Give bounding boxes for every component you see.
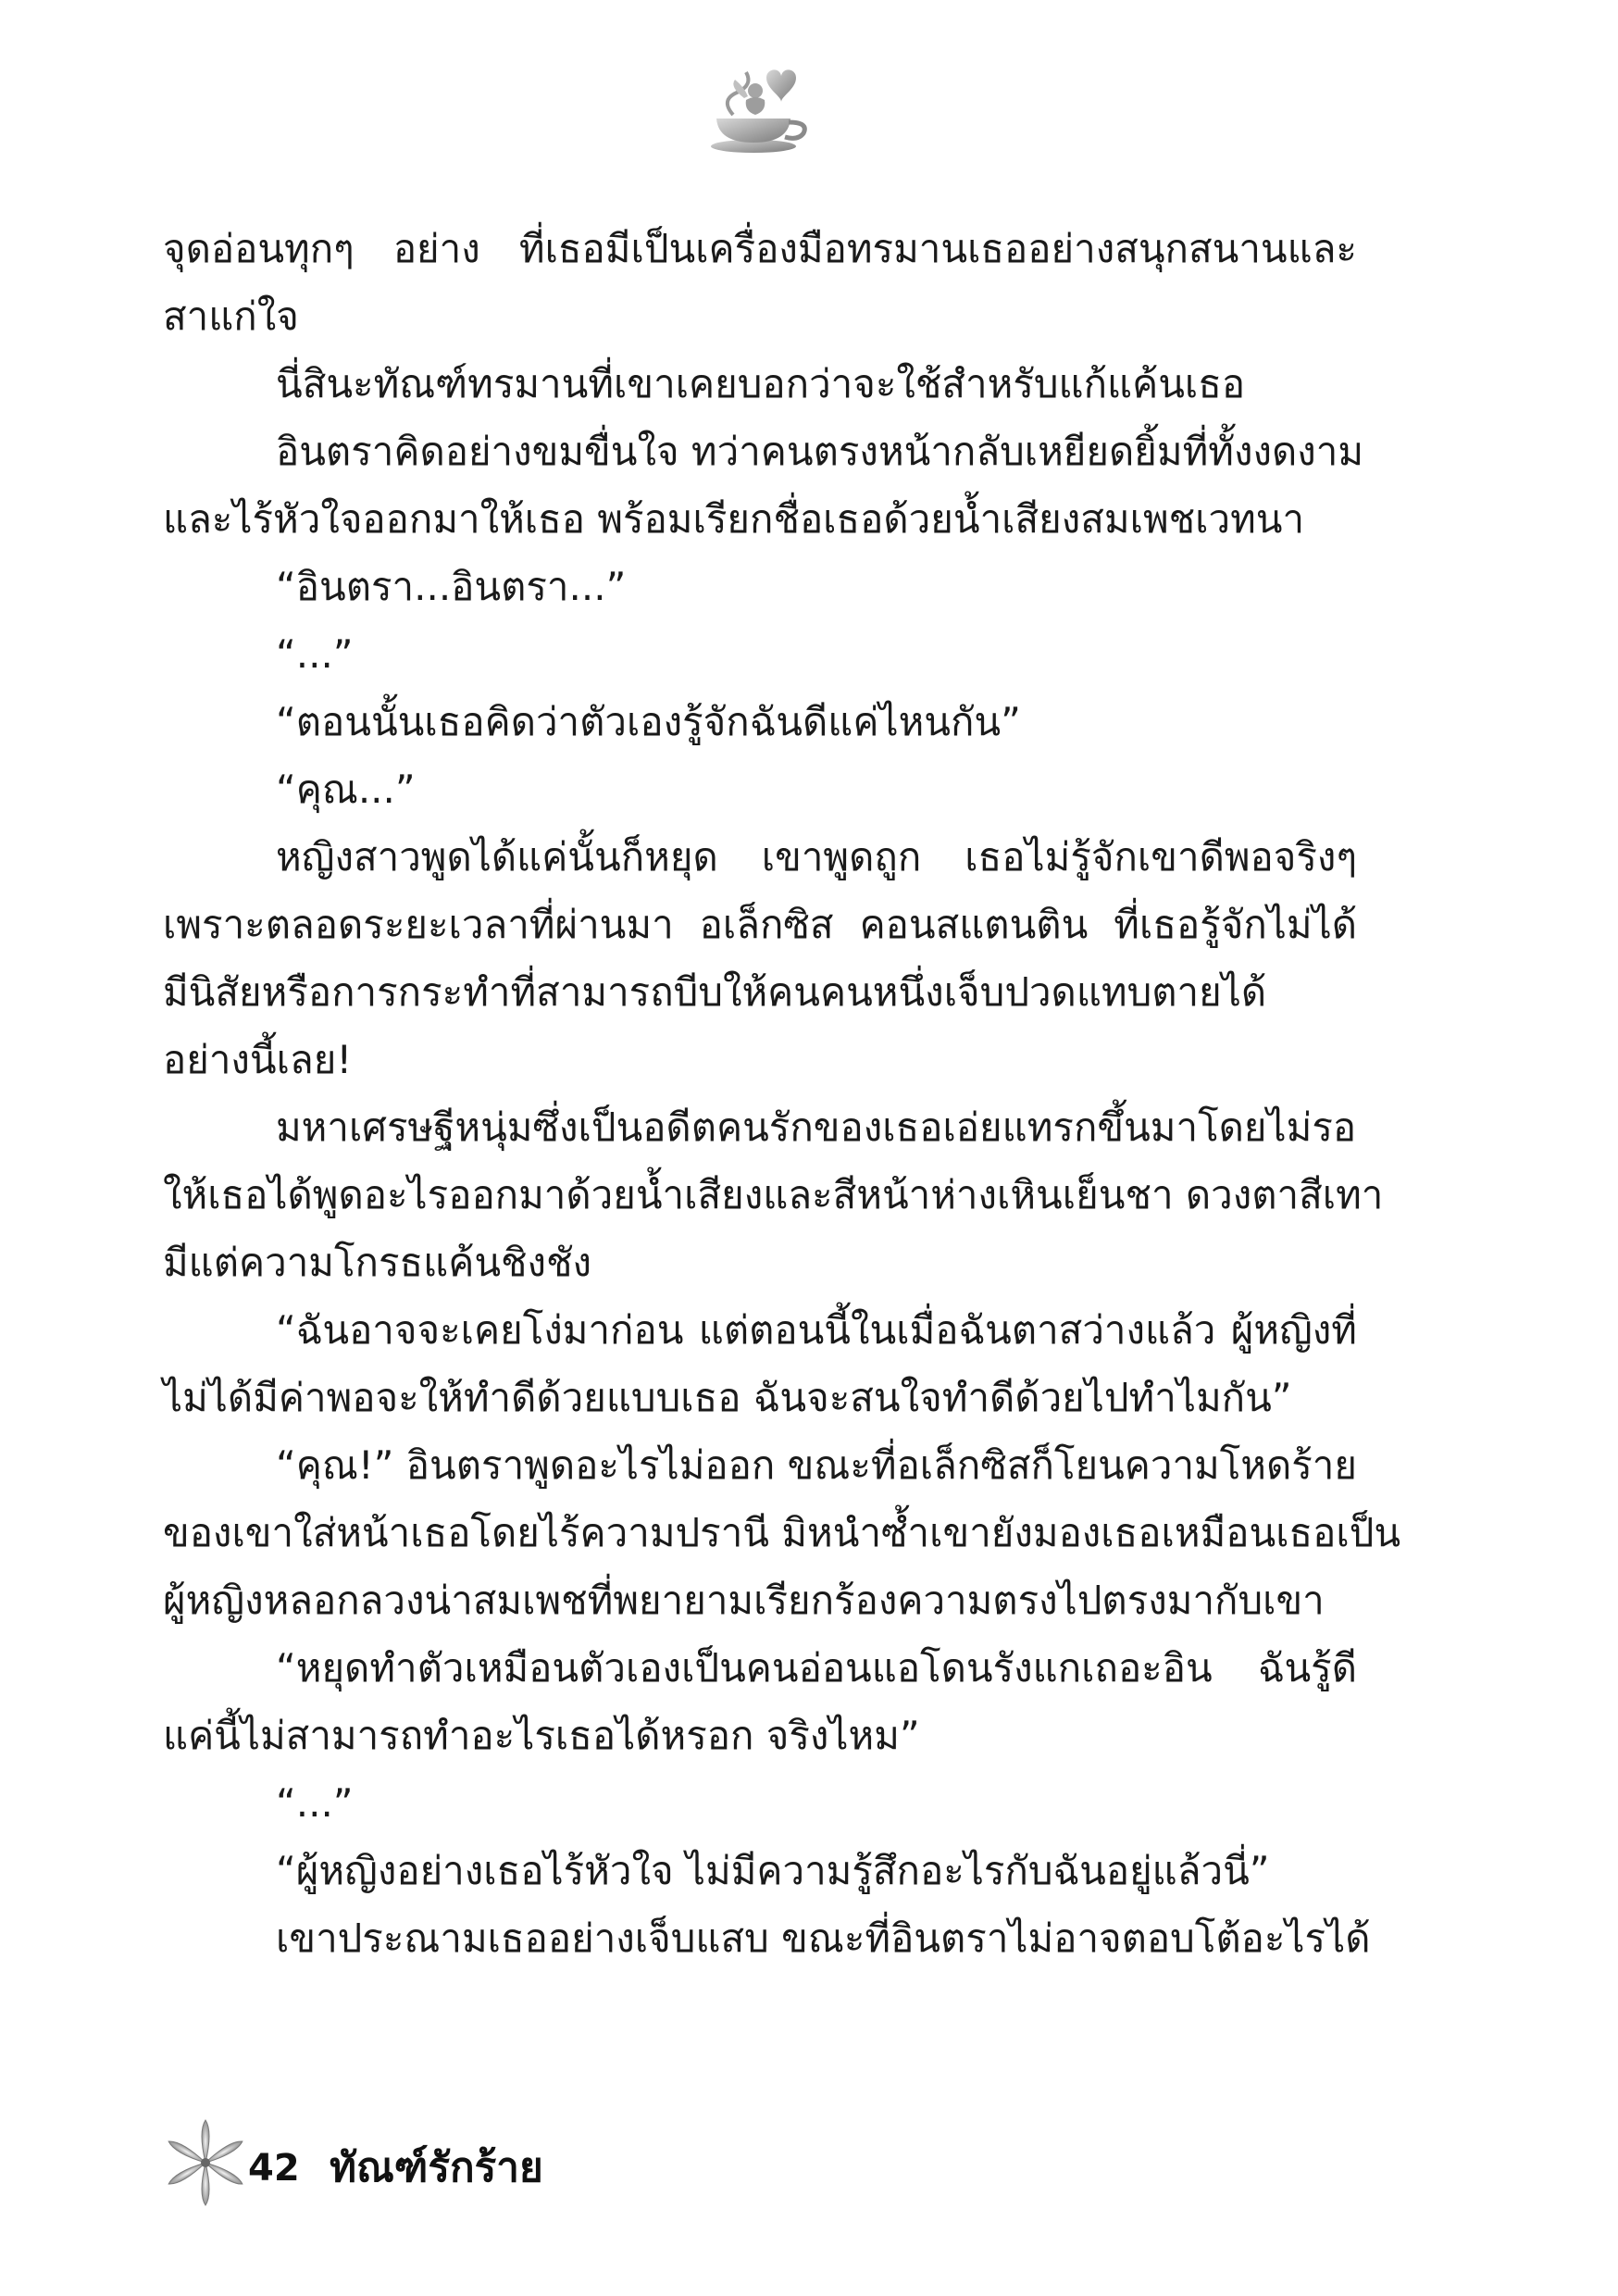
text-line: เพราะตลอดระยะเวลาที่ผ่านมา อเล็กซิส คอนสแตนติน ที่เธอรู้จักไม่ได้ bbox=[163, 902, 1357, 947]
text-line: ของเขาใส่หน้าเธอโดยไร้ความปรานี มิหนำซ้ำเขายังมองเธอเหมือนเธอเป็น bbox=[163, 1510, 1401, 1555]
text-line: และไร้หัวใจออกมาให้เธอ พร้อมเรียกชื่อเธอด้วยน้ำเสียงสมเพชเวทนา bbox=[163, 496, 1305, 542]
page-number: 42 bbox=[248, 2147, 300, 2190]
text-line: หญิงสาวพูดได้แค่นั้นก็หยุด เขาพูดถูก เธอไม่รู้จักเขาดีพอจริงๆ bbox=[276, 834, 1357, 880]
text-line: มหาเศรษฐีหนุ่มซึ่งเป็นอดีตคนรักของเธอเอ่ยแทรกขึ้นมาโดยไม่รอ bbox=[276, 1104, 1357, 1150]
book-title: ทัณฑ์รักร้าย bbox=[330, 2144, 543, 2191]
text-line: สาแก่ใจ bbox=[163, 293, 299, 339]
text-line: แค่นี้ไม่สามารถทำอะไรเธอได้หรอก จริงไหม” bbox=[163, 1713, 920, 1758]
text-line: “ผู้หญิงอย่างเธอไร้หัวใจ ไม่มีความรู้สึกอะไรกับฉันอยู่แล้วนี่” bbox=[276, 1848, 1270, 1893]
text-line: “...” bbox=[276, 631, 354, 677]
text-line: “ฉันอาจจะเคยโง่มาก่อน แต่ตอนนี้ในเมื่อฉันตาสว่างแล้ว ผู้หญิงที่ bbox=[276, 1307, 1357, 1353]
body-text bbox=[163, 215, 1401, 1972]
text-line: “อินตรา...อินตรา...” bbox=[276, 564, 627, 609]
text-line: ให้เธอได้พูดอะไรออกมาด้วยน้ำเสียงและสีหน้าห่างเหินเย็นชา ดวงตาสีเทา bbox=[163, 1172, 1384, 1217]
text-line: นี่สินะทัณฑ์ทรมานที่เขาเคยบอกว่าจะใช้สำหรับแก้แค้นเธอ bbox=[276, 361, 1246, 406]
text-line: “คุณ...” bbox=[276, 767, 416, 812]
text-line: ผู้หญิงหลอกลวงน่าสมเพชที่พยายามเรียกร้องความตรงไปตรงมากับเขา bbox=[163, 1578, 1325, 1623]
text-line: “หยุดทำตัวเหมือนตัวเองเป็นคนอ่อนแอโดนรังแกเถอะอิน ฉันรู้ดี bbox=[276, 1645, 1357, 1691]
text-line: ไม่ได้มีค่าพอจะให้ทำดีด้วยแบบเธอ ฉันจะสนใจทำดีด้วยไปทำไมกัน” bbox=[163, 1375, 1292, 1420]
text-line: มีนิสัยหรือการกระทำที่สามารถบีบให้คนคนหนึ่งเจ็บปวดแทบตายได้ bbox=[163, 969, 1267, 1015]
lily-flower-icon bbox=[156, 2113, 252, 2209]
page-footer bbox=[156, 2113, 803, 2215]
cupid-teacup-ornament-icon bbox=[689, 54, 818, 157]
text-line: “ตอนนั้นเธอคิดว่าตัวเองรู้จักฉันดีแค่ไหนกัน” bbox=[276, 699, 1021, 744]
text-line: “...” bbox=[276, 1780, 354, 1826]
text-line: “คุณ!” อินตราพูดอะไรไม่ออก ขณะที่อเล็กซิสก็โยนความโหดร้าย bbox=[276, 1442, 1357, 1488]
text-line: จุดอ่อนทุกๆ อย่าง ที่เธอมีเป็นเครื่องมือทรมานเธออย่างสนุกสนานและ bbox=[163, 226, 1357, 271]
text-line: มีแต่ความโกรธแค้นชิงชัง bbox=[163, 1240, 592, 1285]
text-line: อินตราคิดอย่างขมขื่นใจ ทว่าคนตรงหน้ากลับเหยียดยิ้มที่ทั้งงดงาม bbox=[276, 429, 1364, 474]
text-line: อย่างนี้เลย! bbox=[163, 1037, 353, 1082]
text-line: เขาประณามเธออย่างเจ็บแสบ ขณะที่อินตราไม่อาจตอบโต้อะไรได้ bbox=[276, 1915, 1371, 1961]
